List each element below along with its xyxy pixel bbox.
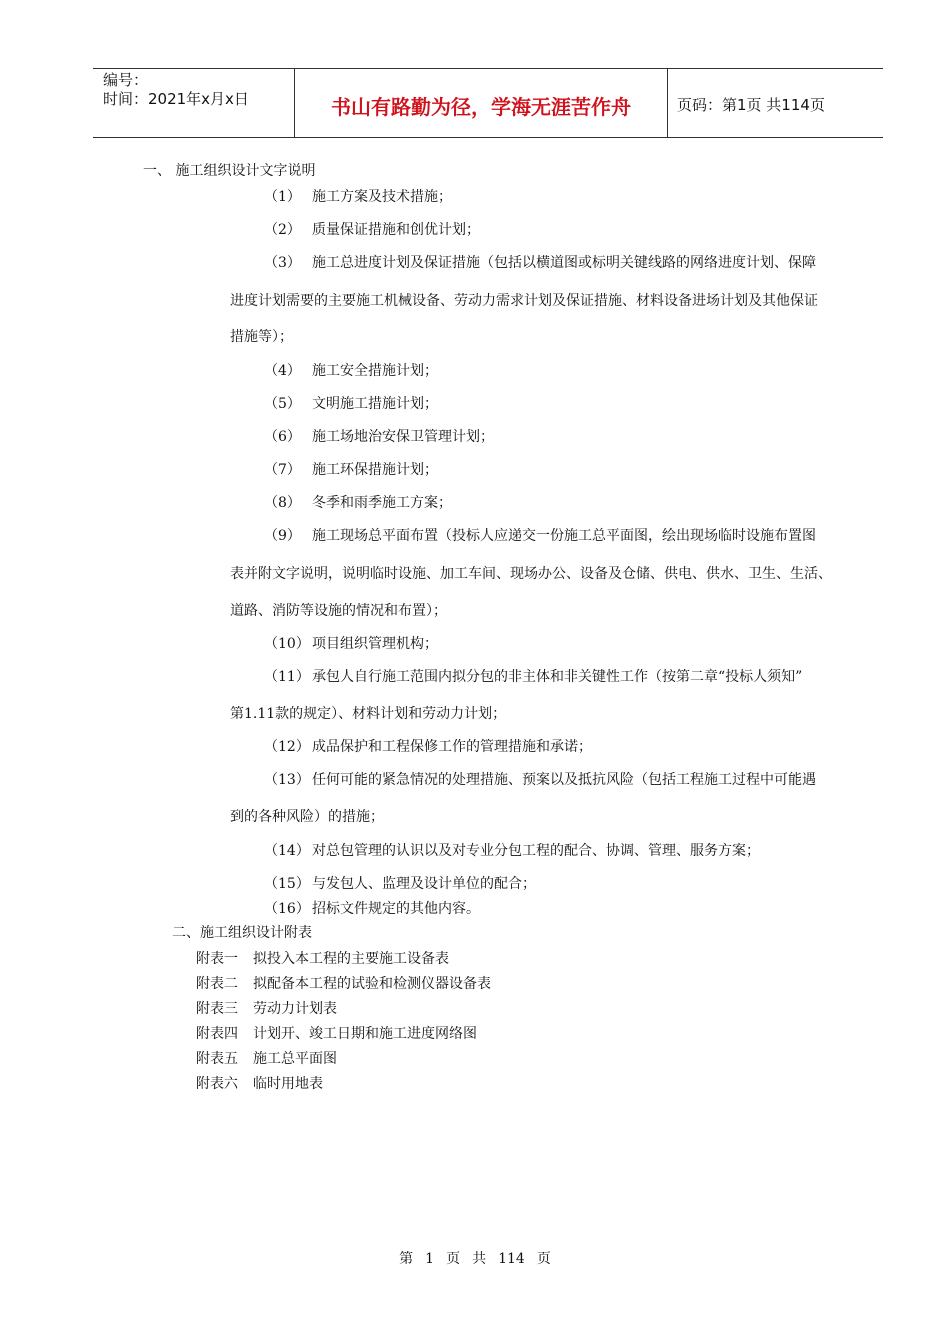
- appendix-label: 附表一: [196, 951, 238, 967]
- appendix-label: 附表四: [196, 1026, 238, 1042]
- appendix-label: 附表五: [196, 1051, 238, 1067]
- header-page-info: 页码：第1页 共114页: [677, 96, 825, 114]
- list-item: 与发包人、监理及设计单位的配合；: [312, 876, 536, 892]
- item-number: （10）: [264, 636, 310, 652]
- appendix-item: 施工总平面图: [253, 1051, 337, 1067]
- item-number: （6）: [264, 429, 301, 445]
- item-number: （15）: [264, 876, 310, 892]
- list-item: 对总包管理的认识以及对专业分包工程的配合、协调、管理、服务方案；: [312, 843, 760, 859]
- footer-text: 页: [446, 1251, 461, 1267]
- appendix-item: 拟投入本工程的主要施工设备表: [253, 951, 449, 967]
- appendix-item: 拟配备本工程的试验和检测仪器设备表: [253, 976, 491, 992]
- appendix-item: 劳动力计划表: [253, 1001, 337, 1017]
- time-label: 时间：2021年x月x日: [103, 90, 249, 108]
- list-item: 文明施工措施计划；: [312, 396, 438, 412]
- list-item-continuation: 表并附文字说明，说明临时设施、加工车间、现场办公、设备及仓储、供电、供水、卫生、生活、: [230, 566, 832, 582]
- section-title: 一、 施工组织设计文字说明: [143, 163, 316, 179]
- appendix-label: 附表三: [196, 1001, 238, 1017]
- item-number: （14）: [264, 843, 310, 859]
- item-number: （5）: [264, 396, 301, 412]
- list-item: 施工场地治安保卫管理计划；: [312, 429, 494, 445]
- item-number: （9）: [264, 528, 301, 544]
- document-header: [93, 68, 883, 138]
- number-label: 编号：: [103, 71, 149, 89]
- footer-text: 共: [472, 1251, 487, 1267]
- list-item: 招标文件规定的其他内容。: [312, 901, 480, 917]
- list-item: 承包人自行施工范围内拟分包的非主体和非关键性工作（按第二章“投标人须知”: [312, 669, 803, 685]
- footer-text: 第: [399, 1251, 414, 1267]
- list-item: 冬季和雨季施工方案；: [312, 495, 452, 511]
- section-title: 二、施工组织设计附表: [172, 925, 312, 941]
- item-number: （2）: [264, 222, 301, 238]
- appendix-label: 附表六: [196, 1076, 238, 1092]
- item-number: （3）: [264, 255, 301, 271]
- footer-text: 页: [536, 1251, 551, 1267]
- list-item-continuation: 措施等）；: [230, 329, 293, 345]
- list-item-continuation: 道路、消防等设施的情况和布置）；: [230, 603, 447, 619]
- list-item: 任何可能的紧急情况的处理措施、预案以及抵抗风险（包括工程施工过程中可能遇: [312, 772, 816, 788]
- header-meta: [103, 71, 249, 109]
- page-footer: [0, 1248, 950, 1268]
- appendix-label: 附表二: [196, 976, 238, 992]
- footer-total: 114: [498, 1251, 525, 1267]
- item-number: （11）: [264, 669, 310, 685]
- list-item: 成品保护和工程保修工作的管理措施和承诺；: [312, 739, 592, 755]
- list-item: 施工方案及技术措施；: [312, 189, 452, 205]
- item-number: （8）: [264, 495, 301, 511]
- list-item: 质量保证措施和创优计划；: [312, 222, 480, 238]
- item-number: （13）: [264, 772, 310, 788]
- list-item: 施工总进度计划及保证措施（包括以横道图或标明关键线路的网络进度计划、保障: [312, 255, 816, 271]
- list-item-continuation: 进度计划需要的主要施工机械设备、劳动力需求计划及保证措施、材料设备进场计划及其他保证: [230, 293, 818, 309]
- footer-page: 1: [425, 1251, 435, 1267]
- item-number: （12）: [264, 739, 310, 755]
- list-item: 施工安全措施计划；: [312, 363, 438, 379]
- item-number: （16）: [264, 901, 310, 917]
- list-item-continuation: 到的各种风险）的措施；: [230, 809, 384, 825]
- item-number: （7）: [264, 462, 301, 478]
- item-number: （1）: [264, 189, 301, 205]
- appendix-item: 临时用地表: [253, 1076, 323, 1092]
- list-item: 施工环保措施计划；: [312, 462, 438, 478]
- header-divider: [667, 69, 668, 137]
- list-item: 施工现场总平面布置（投标人应递交一份施工总平面图，绘出现场临时设施布置图: [312, 528, 816, 544]
- item-number: （4）: [264, 363, 301, 379]
- list-item-continuation: 第1.11款的规定）、材料计划和劳动力计划；: [230, 706, 507, 722]
- appendix-item: 计划开、竣工日期和施工进度网络图: [253, 1026, 477, 1042]
- header-motto: 书山有路勤为径，学海无涯苦作舟: [331, 95, 631, 119]
- list-item: 项目组织管理机构；: [312, 636, 438, 652]
